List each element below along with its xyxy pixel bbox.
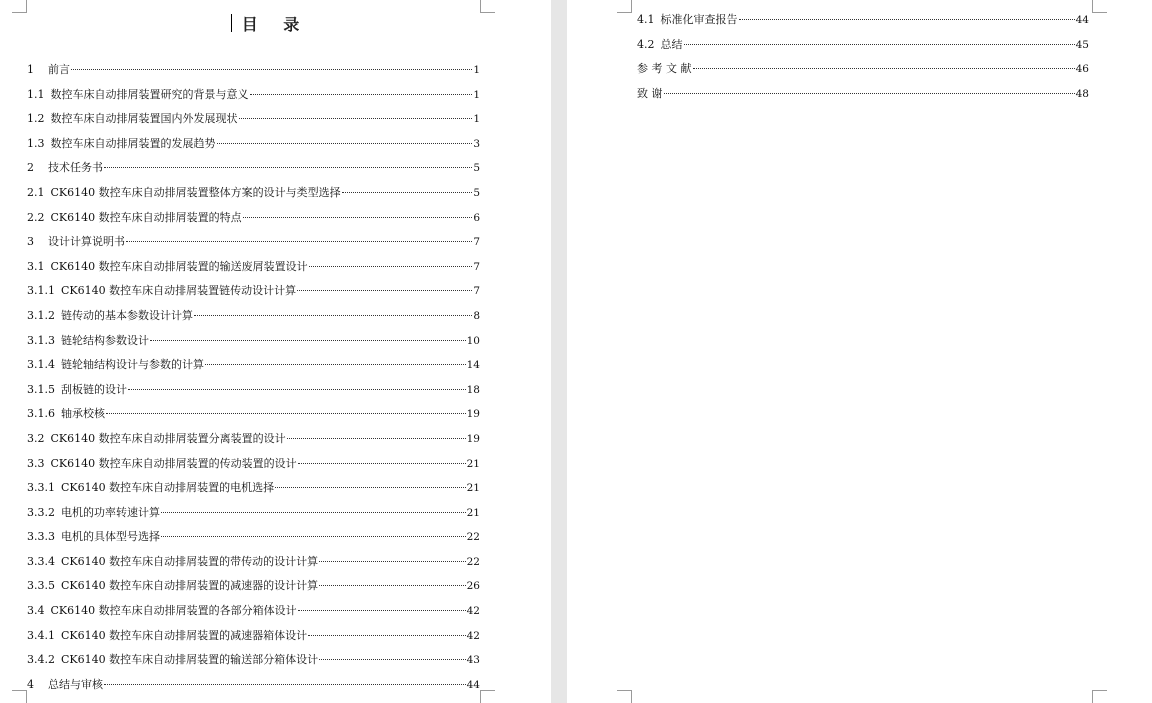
toc-entry-page-number: 42: [466, 605, 480, 618]
toc-entry[interactable]: [637, 33, 1089, 58]
toc-entry[interactable]: [27, 378, 480, 403]
toc-entry-number: 3.4.1: [27, 628, 55, 642]
toc-entry-page-number: 1: [473, 64, 480, 76]
toc-entry-number: 3.1.4: [27, 358, 55, 372]
toc-entry-number: 3.4: [27, 604, 45, 618]
toc-entry[interactable]: [27, 402, 480, 427]
toc-dot-leader: [128, 389, 466, 390]
toc-dot-leader: [239, 118, 473, 119]
toc-entry-number: 3.4.2: [27, 653, 55, 667]
toc-entry-title: 标准化审查报告: [660, 13, 738, 26]
crop-mark: [1092, 690, 1107, 703]
toc-entry-number: 1: [27, 63, 34, 76]
toc-entry-title: 参 考 文 献: [637, 62, 692, 76]
toc-entry-page-number: 19: [466, 408, 480, 421]
toc-entry[interactable]: [27, 304, 480, 329]
toc-entry-title: CK6140 数控车床自动排屑装置整体方案的设计与类型选择: [50, 185, 341, 199]
toc-entry[interactable]: [27, 673, 480, 698]
toc-dot-leader: [250, 94, 473, 95]
toc-dot-leader: [126, 241, 472, 242]
toc-entry-title: 链轮结构参数设计: [61, 333, 149, 347]
toc-entry-title: 链轮轴结构设计与参数的计算: [61, 358, 204, 372]
toc-dot-leader: [684, 44, 1075, 45]
toc-entry[interactable]: [27, 83, 480, 108]
toc-entry[interactable]: [27, 279, 480, 304]
toc-entry-number: 3.1.6: [27, 407, 55, 421]
toc-entry-title: CK6140 数控车床自动排屑装置的特点: [50, 210, 242, 224]
toc-entry-page-number: 7: [473, 260, 480, 273]
toc-dot-leader: [664, 93, 1075, 94]
toc-entry-number: 2: [27, 161, 34, 175]
toc-entry-title: CK6140 数控车床自动排屑装置的传动装置的设计: [50, 456, 297, 470]
toc-entry-number: 1.2: [27, 112, 45, 126]
toc-entry[interactable]: [27, 501, 480, 526]
toc-entry-page-number: 42: [466, 629, 480, 642]
toc-dot-leader: [161, 512, 466, 513]
toc-entry-page-number: 21: [466, 506, 480, 519]
toc-entry[interactable]: [27, 574, 480, 599]
toc-dot-leader: [104, 684, 466, 685]
toc-entry[interactable]: [27, 230, 480, 255]
toc-dot-leader: [217, 143, 473, 144]
toc-entry[interactable]: [27, 452, 480, 477]
crop-mark: [617, 0, 632, 13]
toc-entry-title: 总结与审核: [48, 677, 103, 691]
toc-entry-page-number: 5: [473, 162, 480, 175]
toc-entry-page-number: 44: [1075, 14, 1089, 26]
toc-entry-title: CK6140 数控车床自动排屑装置的减速器的设计计算: [61, 579, 319, 593]
toc-entry[interactable]: [27, 353, 480, 378]
toc-dot-leader: [298, 610, 466, 611]
toc-entry-number: 4.2: [637, 37, 655, 51]
toc-entry[interactable]: [637, 57, 1089, 82]
toc-entry[interactable]: [27, 132, 480, 157]
toc-entry-page-number: 10: [466, 334, 480, 347]
toc-entry-page-number: 22: [466, 555, 480, 568]
toc-entry-title: CK6140 数控车床自动排屑装置分离装置的设计: [50, 431, 286, 445]
toc-dot-leader: [104, 167, 472, 168]
toc-entry-number: 3.3.5: [27, 579, 55, 593]
toc-entry-page-number: 5: [473, 186, 480, 199]
toc-entry-page-number: 43: [466, 654, 480, 667]
toc-entry[interactable]: [27, 156, 480, 181]
toc-entry-number: 3.1.3: [27, 333, 55, 347]
toc-entry[interactable]: [27, 525, 480, 550]
toc-entry-number: 2.1: [27, 185, 45, 199]
toc-entry-number: 3.1.1: [27, 284, 55, 298]
toc-entry[interactable]: [27, 648, 480, 673]
toc-entry-number: 3.3.4: [27, 554, 55, 568]
toc-entry-title: 前言: [48, 63, 70, 76]
toc-entry-page-number: 1: [473, 113, 480, 126]
toc-entry-page-number: 44: [466, 678, 480, 691]
toc-dot-leader: [106, 413, 466, 414]
toc-dot-leader: [275, 487, 466, 488]
toc-entry-title: 链传动的基本参数设计计算: [61, 308, 193, 322]
toc-entry-page-number: 21: [466, 457, 480, 470]
toc-entry[interactable]: [27, 550, 480, 575]
toc-entry-page-number: 6: [473, 211, 480, 224]
crop-mark: [12, 690, 27, 703]
crop-mark: [617, 690, 632, 703]
toc-entry-page-number: 45: [1075, 38, 1089, 51]
toc-dot-leader: [342, 192, 473, 193]
toc-entry-number: 3.3.1: [27, 481, 55, 495]
toc-entry-number: 1.1: [27, 87, 45, 101]
toc-entry-title: 数控车床自动排屑装置国内外发展现状: [50, 112, 238, 126]
toc-entry-page-number: 46: [1075, 63, 1089, 76]
toc-entry[interactable]: [27, 599, 480, 624]
toc-list-right: [637, 8, 1089, 106]
toc-dot-leader: [194, 315, 472, 316]
toc-entry-title: 电机的具体型号选择: [61, 530, 160, 544]
toc-dot-leader: [297, 290, 472, 291]
toc-entry-title: CK6140 数控车床自动排屑装置的各部分箱体设计: [50, 604, 297, 618]
toc-entry[interactable]: [27, 107, 480, 132]
toc-entry-number: 3.1.2: [27, 308, 55, 322]
toc-entry[interactable]: [27, 329, 480, 354]
toc-entry[interactable]: [27, 427, 480, 452]
toc-entry-number: 3.2: [27, 431, 45, 445]
toc-entry-title: 总结: [660, 37, 683, 51]
toc-dot-leader: [287, 438, 466, 439]
toc-dot-leader: [319, 561, 466, 562]
toc-dot-leader: [319, 659, 466, 660]
toc-dot-leader: [319, 585, 466, 586]
toc-entry-page-number: 8: [473, 309, 480, 322]
toc-entry-page-number: 26: [466, 580, 480, 593]
document-page-right: [567, 0, 1152, 703]
toc-dot-leader: [205, 364, 466, 365]
toc-entry-page-number: 22: [466, 531, 480, 544]
toc-entry-page-number: 14: [466, 359, 480, 372]
toc-entry-title: CK6140 数控车床自动排屑装置的减速器箱体设计: [61, 628, 308, 642]
toc-entry-title: 电机的功率转速计算: [61, 505, 160, 519]
toc-entry[interactable]: [637, 8, 1089, 33]
toc-entry-title: 数控车床自动排屑装置研究的背景与意义: [50, 87, 249, 101]
toc-entry[interactable]: [27, 181, 480, 206]
crop-mark: [480, 690, 495, 703]
toc-entry-title: CK6140 数控车床自动排屑装置的电机选择: [61, 481, 275, 495]
toc-entry-number: 3: [27, 235, 34, 249]
toc-list-left: [27, 58, 480, 697]
toc-entry-title: 技术任务书: [48, 161, 103, 175]
toc-entry-page-number: 19: [466, 432, 480, 445]
toc-entry-page-number: 7: [473, 285, 480, 298]
document-page-left: [0, 0, 551, 703]
toc-dot-leader: [693, 68, 1075, 69]
toc-entry-number: 3.3.3: [27, 530, 55, 544]
toc-entry-number: 3.3: [27, 456, 45, 470]
toc-entry-number: 2.2: [27, 210, 45, 224]
toc-dot-leader: [161, 536, 466, 537]
toc-dot-leader: [243, 217, 473, 218]
toc-title: 目 录: [241, 15, 310, 34]
toc-entry-page-number: 1: [473, 88, 480, 101]
crop-mark: [1092, 0, 1107, 13]
toc-entry-number: 3.1.5: [27, 382, 55, 396]
toc-dot-leader: [309, 266, 473, 267]
toc-entry-page-number: 7: [473, 236, 480, 249]
toc-entry-number: 4: [27, 677, 34, 691]
toc-entry-title: 致 谢: [637, 86, 663, 100]
toc-entry-page-number: 48: [1075, 87, 1089, 100]
toc-dot-leader: [71, 69, 472, 70]
toc-entry[interactable]: [27, 255, 480, 280]
toc-entry-title: CK6140 数控车床自动排屑装置的输送部分箱体设计: [61, 653, 319, 667]
toc-entry[interactable]: [27, 476, 480, 501]
toc-entry[interactable]: [27, 206, 480, 231]
toc-entry-title: 轴承校核: [61, 407, 105, 421]
toc-entry[interactable]: [27, 624, 480, 649]
toc-entry-title: CK6140 数控车床自动排屑装置链传动设计计算: [61, 284, 297, 298]
toc-entry-number: 3.3.2: [27, 505, 55, 519]
toc-entry-page-number: 18: [466, 383, 480, 396]
toc-dot-leader: [150, 340, 466, 341]
toc-entry-number: 4.1: [637, 13, 655, 26]
toc-entry-title: 刮板链的设计: [61, 382, 127, 396]
toc-entry-title: CK6140 数控车床自动排屑装置的带传动的设计计算: [61, 554, 319, 568]
toc-entry-number: 1.3: [27, 136, 45, 150]
toc-entry-page-number: 21: [466, 482, 480, 495]
toc-entry-page-number: 3: [473, 137, 480, 150]
toc-dot-leader: [739, 19, 1075, 20]
toc-entry-number: 3.1: [27, 259, 45, 273]
toc-dot-leader: [298, 463, 466, 464]
toc-entry-title: 设计计算说明书: [48, 235, 125, 249]
toc-dot-leader: [308, 635, 466, 636]
toc-entry[interactable]: [637, 82, 1089, 107]
toc-entry[interactable]: [27, 58, 480, 83]
toc-entry-title: 数控车床自动排屑装置的发展趋势: [50, 136, 216, 150]
toc-entry-title: CK6140 数控车床自动排屑装置的输送废屑装置设计: [50, 259, 308, 273]
